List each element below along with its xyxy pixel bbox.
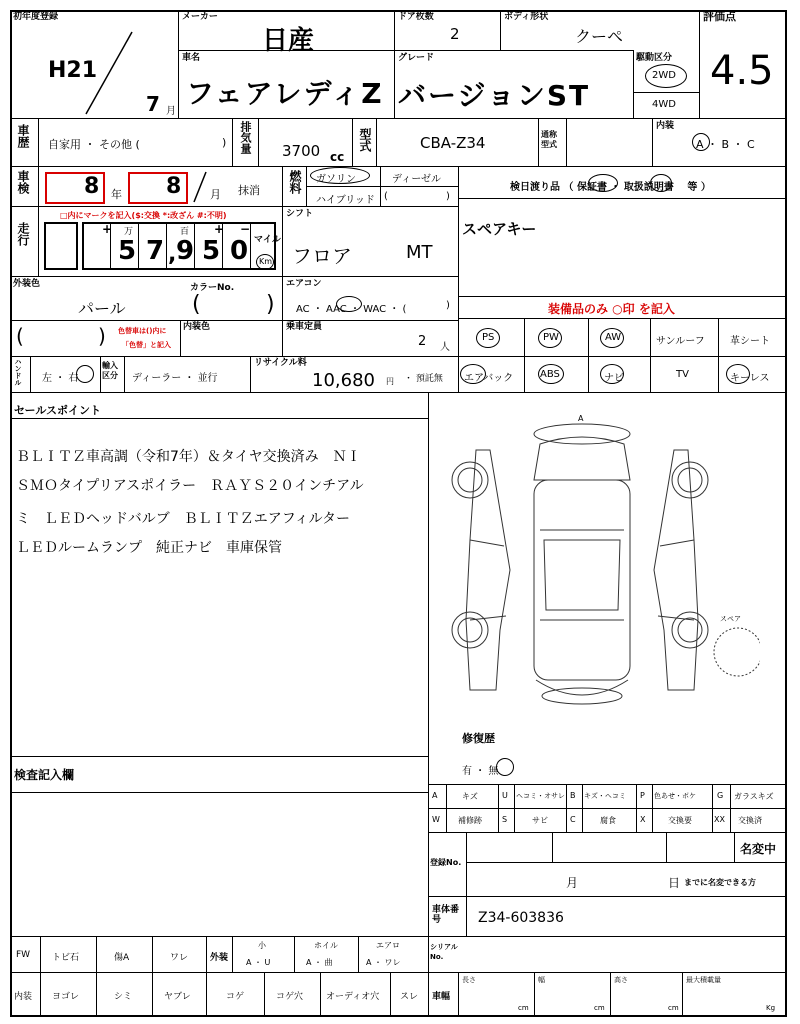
mileage-digit: 5 xyxy=(118,236,137,266)
legend-desc: キズ・ヘコミ xyxy=(584,792,626,800)
legend-desc: ガラスキズ xyxy=(734,792,774,801)
inspection-label: 車検 xyxy=(16,170,30,194)
import-label: 輸入区分 xyxy=(102,361,118,380)
equip-circle xyxy=(600,364,624,384)
equip-leather: 革シート xyxy=(730,336,770,347)
color-no-close: ) xyxy=(266,292,275,317)
divider xyxy=(40,936,41,1017)
reg-month: 月 xyxy=(566,876,579,890)
aircon-close: ) xyxy=(446,300,450,311)
legend-desc: キズ xyxy=(462,792,478,801)
exterior-value: パール xyxy=(78,299,126,318)
history-value: 自家用 ・ その他 ( xyxy=(48,138,140,151)
plus-mark: + xyxy=(102,222,113,236)
divider xyxy=(458,166,459,392)
first-reg-era: H21 xyxy=(48,58,98,83)
divider xyxy=(718,318,719,392)
sales-line: ＢＬＩＴＺ車高調（令和7年）＆タイヤ交換済み ＮＩ xyxy=(16,449,361,465)
divider xyxy=(180,320,181,356)
equip-tv: TV xyxy=(676,369,689,380)
divider xyxy=(380,166,381,206)
slash-mark xyxy=(190,170,210,204)
divider xyxy=(466,862,787,863)
divider xyxy=(320,972,321,1017)
size-label: 車幅 xyxy=(432,992,451,1002)
exterior-label: 外装色 xyxy=(13,279,41,289)
reg-day: 日 xyxy=(668,876,681,890)
divider xyxy=(498,784,499,832)
change-note-2: 「色替」と記入 xyxy=(122,341,171,349)
diagram-mark-a: A xyxy=(578,414,584,423)
divider xyxy=(633,92,699,93)
equip-circle xyxy=(600,328,624,348)
wheel-value: A ・ 曲 xyxy=(306,958,333,967)
equip-sunroof: サンルーフ xyxy=(656,336,705,347)
mileage-digit: 0 xyxy=(230,236,249,266)
interior-grades: A ・ B ・ C xyxy=(696,138,755,151)
equip-aw: AW xyxy=(605,332,622,343)
grade-label: グレード xyxy=(398,53,435,63)
equip-circle xyxy=(726,364,750,384)
cm-unit: cm xyxy=(594,1004,605,1012)
mileage-digit: 9 xyxy=(176,236,195,266)
divider xyxy=(358,936,359,972)
divider xyxy=(712,784,713,832)
divider xyxy=(730,784,731,832)
legend-code: A xyxy=(432,791,438,800)
divider xyxy=(458,296,787,297)
car-diagram xyxy=(440,420,760,720)
cm-unit: cm xyxy=(668,1004,679,1012)
shift-label: シフト xyxy=(286,209,314,219)
legend-code: XX xyxy=(714,815,725,824)
divider xyxy=(152,936,153,1017)
body-label: ボディ形状 xyxy=(504,12,549,22)
legend-code: C xyxy=(570,815,576,824)
sales-line: ミ ＬＥＤヘッドバルブ ＢＬＩＴＺエアフィルター xyxy=(16,511,351,527)
divider xyxy=(458,356,787,357)
divider xyxy=(566,784,567,832)
maker-value: 日産 xyxy=(262,26,315,56)
divider xyxy=(306,186,458,187)
divider xyxy=(138,224,139,268)
recycle-deposit: ・ 預託無 xyxy=(404,374,443,384)
registration-label: 登録No. xyxy=(430,858,462,867)
first-reg-label: 初年度登録 xyxy=(13,12,59,22)
first-reg-month: 7 xyxy=(146,92,160,116)
naiso-item: シミ xyxy=(114,992,133,1002)
recycle-unit: 円 xyxy=(386,377,394,386)
legend-code: W xyxy=(432,815,440,824)
naiso-label: 内装 xyxy=(14,992,33,1002)
legend-desc: 補修跡 xyxy=(458,816,482,825)
divider xyxy=(652,118,653,166)
unit-hyaku: 百 xyxy=(180,227,190,237)
wheel-label: ホイル xyxy=(314,941,338,950)
mileage-note: □内にマークを記入($:交換 *:改ざん #:不明) xyxy=(60,211,227,220)
aero-label: エアロ xyxy=(376,941,400,950)
sales-line: ＳＭＯタイプリアスポイラー ＲＡＹＳ２０インチアル xyxy=(16,478,364,494)
small-label: 小 xyxy=(258,941,266,950)
fw-label: FW xyxy=(16,950,31,960)
divider xyxy=(582,784,583,832)
cm-unit: cm xyxy=(518,1004,529,1012)
repair-circle xyxy=(496,758,514,776)
gaiso-label: 外装 xyxy=(210,953,229,963)
plus-mark: + xyxy=(214,222,225,236)
equip-navi: ナビ xyxy=(604,373,624,384)
car-name-value: フェアレディZ xyxy=(186,77,384,110)
displacement-unit: cc xyxy=(330,150,345,164)
docs-title: 検日渡り品 （ 保証書 ・ 取扱説明書 等 ） xyxy=(510,182,711,193)
legend-code: G xyxy=(717,791,724,800)
mileage-label: 走行 xyxy=(16,222,30,246)
serial-label: シリアルNo. xyxy=(430,943,458,961)
divider xyxy=(232,118,233,166)
history-label: 車歴 xyxy=(16,124,30,148)
displacement-label: 排気量 xyxy=(239,121,252,154)
change-note-1: 色替車は()内に xyxy=(118,327,167,335)
fw-item: 傷A xyxy=(114,953,130,963)
divider xyxy=(610,972,611,1017)
divider xyxy=(38,118,39,166)
divider xyxy=(294,936,295,972)
small-value: A ・ U xyxy=(246,958,271,967)
divider xyxy=(652,784,653,832)
maker-label: メーカー xyxy=(182,12,218,22)
legend-code: X xyxy=(640,815,646,824)
divider xyxy=(428,808,787,809)
fuel-other-close: ) xyxy=(446,191,450,202)
divider xyxy=(10,792,428,793)
kg-unit: Kg xyxy=(766,1004,776,1012)
equip-ps: PS xyxy=(482,332,495,343)
fuel-gas: ガソリン xyxy=(316,174,356,185)
fuel-diesel: ディーゼル xyxy=(392,174,441,185)
insp-month: 8 xyxy=(166,174,182,199)
sales-line: ＬＥＤルームランプ 純正ナビ 車庫保管 xyxy=(16,540,282,556)
divider xyxy=(500,10,501,50)
equipment-title: 装備品のみ ○印 を記入 xyxy=(548,302,675,316)
divider xyxy=(636,784,637,832)
mileage-digit: 5 xyxy=(202,236,221,266)
divider xyxy=(428,392,429,936)
divider xyxy=(166,224,167,268)
interior-label: 内装 xyxy=(656,121,675,131)
divider xyxy=(588,318,589,392)
grade-value: バージョンST xyxy=(398,79,591,112)
minus-mark: − xyxy=(240,222,251,236)
shift-trans: MT xyxy=(406,242,433,263)
legend-desc: 色あせ・ボケ xyxy=(654,792,696,800)
divider xyxy=(10,356,458,357)
divider xyxy=(10,320,458,321)
divider xyxy=(10,972,787,973)
equip-circle xyxy=(460,364,486,384)
width-label: 幅 xyxy=(538,976,545,984)
displacement-value: 3700 xyxy=(282,142,321,160)
divider xyxy=(650,318,651,392)
doors-value: 2 xyxy=(450,25,460,43)
drive-2wd: 2WD xyxy=(652,70,676,81)
first-reg-month-unit: 月 xyxy=(166,106,176,117)
naiso-item: コゲ穴 xyxy=(276,992,304,1002)
repair-value: 有 ・ 無 xyxy=(462,766,499,777)
divider xyxy=(258,118,259,166)
equip-airbag: エアバック xyxy=(464,373,514,384)
divider xyxy=(666,832,667,862)
legend-desc: サビ xyxy=(532,816,548,825)
divider xyxy=(682,972,683,1017)
interior-color-label: 内装色 xyxy=(183,322,211,332)
car-name-label: 車名 xyxy=(182,53,201,63)
fw-item: トビ石 xyxy=(52,953,80,963)
equip-circle xyxy=(538,328,562,348)
sales-title: セールスポイント xyxy=(14,404,102,417)
doors-label: ドア枚数 xyxy=(398,12,434,22)
length-label: 長さ xyxy=(462,976,476,984)
score-value: 4.5 xyxy=(710,48,774,94)
divider xyxy=(390,972,391,1017)
body-value: クーペ xyxy=(575,27,624,46)
mileage-digit: 7 xyxy=(146,236,165,266)
slash-mark xyxy=(80,28,140,118)
divider xyxy=(10,418,428,419)
divider xyxy=(458,198,787,199)
divider xyxy=(10,118,787,119)
color-no-open: ( xyxy=(192,292,201,317)
naiso-item: コゲ xyxy=(226,992,245,1002)
divider xyxy=(282,166,283,206)
divider xyxy=(264,972,265,1017)
color-no-label: カラーNo. xyxy=(190,283,235,293)
aircon-options: AC ・ AAC ・ WAC ・ ( xyxy=(296,304,407,315)
divider xyxy=(428,936,429,1017)
capacity-unit: 人 xyxy=(440,342,450,353)
divider xyxy=(30,356,31,392)
divider xyxy=(552,832,553,862)
interior-grade-circle xyxy=(692,133,710,151)
divider xyxy=(352,118,353,166)
naiso-item: ヨゴレ xyxy=(52,992,80,1002)
legend-desc: 腐食 xyxy=(600,816,616,825)
divider xyxy=(250,224,251,268)
fuel-other: ( xyxy=(384,191,388,202)
divider xyxy=(10,936,787,937)
fw-item: ワレ xyxy=(170,953,189,963)
legend-code: P xyxy=(640,791,645,800)
handle-value: 左 ・ 右 xyxy=(42,373,79,384)
divider xyxy=(466,896,467,936)
shift-type: フロア xyxy=(292,244,352,268)
aircon-circle xyxy=(336,296,362,312)
divider xyxy=(206,936,207,1017)
divider xyxy=(282,206,283,276)
load-label: 最大積載量 xyxy=(686,976,721,984)
capacity-label: 乗車定員 xyxy=(286,322,323,332)
change-close: ) xyxy=(98,324,106,348)
equip-abs: ABS xyxy=(540,369,560,380)
cancel-label: 抹消 xyxy=(238,184,260,197)
divider xyxy=(10,166,787,167)
divider xyxy=(428,896,787,897)
naiso-item: ヤブレ xyxy=(164,992,191,1002)
divider xyxy=(466,832,467,896)
docs-circle-2 xyxy=(650,174,672,192)
mileage-prefix-box xyxy=(44,222,78,270)
divider xyxy=(534,972,535,1017)
insp-year: 8 xyxy=(84,174,100,199)
divider xyxy=(734,832,735,862)
legend-code: S xyxy=(502,815,508,824)
mileage-mile: マイル xyxy=(254,235,281,245)
divider xyxy=(10,206,458,207)
legend-code: U xyxy=(502,791,508,800)
score-label: 評価点 xyxy=(703,10,736,23)
divider xyxy=(514,784,515,832)
equip-circle xyxy=(476,328,500,348)
divider xyxy=(10,756,428,757)
repair-label: 修復歴 xyxy=(462,732,495,745)
fuel-circle xyxy=(310,167,370,184)
divider xyxy=(10,276,458,277)
fuel-hybrid: ハイブリッド xyxy=(316,195,375,206)
fuel-label: 燃料 xyxy=(288,170,302,194)
name-change: 名変中 xyxy=(740,842,777,856)
divider xyxy=(178,50,633,51)
divider xyxy=(633,50,634,118)
equip-pw: PW xyxy=(543,332,559,343)
divider xyxy=(394,10,395,118)
spare-key-text: スペアキー xyxy=(462,220,537,238)
vin-label: 車体番号 xyxy=(432,905,460,925)
divider xyxy=(458,318,787,319)
handle-circle xyxy=(76,365,94,383)
divider xyxy=(124,356,125,392)
equip-keyless: キーレス xyxy=(730,373,770,384)
capacity-value: 2 xyxy=(418,334,427,349)
divider xyxy=(282,276,283,356)
divider xyxy=(566,118,567,166)
drive-label: 駆動区分 xyxy=(636,53,673,63)
recycle-value: 10,680 xyxy=(312,370,375,391)
divider xyxy=(178,10,179,118)
recycle-label: リサイクル料 xyxy=(254,358,307,368)
handle-label: ハンドル xyxy=(14,358,22,386)
docs-circle-1 xyxy=(588,174,618,192)
change-open: ( xyxy=(16,324,24,348)
unit-man: 万 xyxy=(124,227,134,237)
divider xyxy=(232,936,233,972)
divider xyxy=(250,356,251,392)
naiso-item: オーディオ穴 xyxy=(326,992,380,1002)
aero-value: A ・ ワレ xyxy=(366,958,401,967)
divider xyxy=(376,118,377,166)
inspector-title: 検査記入欄 xyxy=(14,768,75,782)
divider xyxy=(100,356,101,392)
divider xyxy=(38,166,39,276)
legend-desc: ヘコミ・オサレ xyxy=(516,792,565,800)
height-label: 高さ xyxy=(614,976,628,984)
mileage-comma: , xyxy=(168,242,177,267)
legend-desc: 交換要 xyxy=(668,816,692,825)
vin-value: Z34-603836 xyxy=(478,910,564,926)
naiso-item: スレ xyxy=(400,992,419,1002)
aircon-label: エアコン xyxy=(286,279,322,289)
divider xyxy=(446,784,447,832)
divider xyxy=(538,118,539,166)
divider xyxy=(458,972,459,1017)
divider xyxy=(428,784,787,785)
divider xyxy=(524,318,525,392)
divider xyxy=(10,392,787,393)
drive-4wd: 4WD xyxy=(652,99,676,110)
insp-year-unit: 年 xyxy=(111,188,122,201)
legend-code: B xyxy=(570,791,576,800)
legend-desc: 交換済 xyxy=(738,816,762,825)
import-value: ディーラー ・ 並行 xyxy=(132,373,218,384)
model-value: CBA-Z34 xyxy=(420,134,486,152)
history-close: ) xyxy=(222,136,227,149)
divider xyxy=(699,10,700,118)
mileage-km: Km xyxy=(259,257,273,266)
spare-label: スペア xyxy=(720,615,741,623)
divider xyxy=(194,224,195,268)
equip-circle xyxy=(538,364,564,384)
model-label: 型式 xyxy=(358,128,372,152)
insp-month-unit: 月 xyxy=(210,188,221,201)
divider xyxy=(96,936,97,1017)
reg-deadline: までに名変できる方 xyxy=(684,878,756,887)
common-model-label: 通称型式 xyxy=(541,130,557,149)
